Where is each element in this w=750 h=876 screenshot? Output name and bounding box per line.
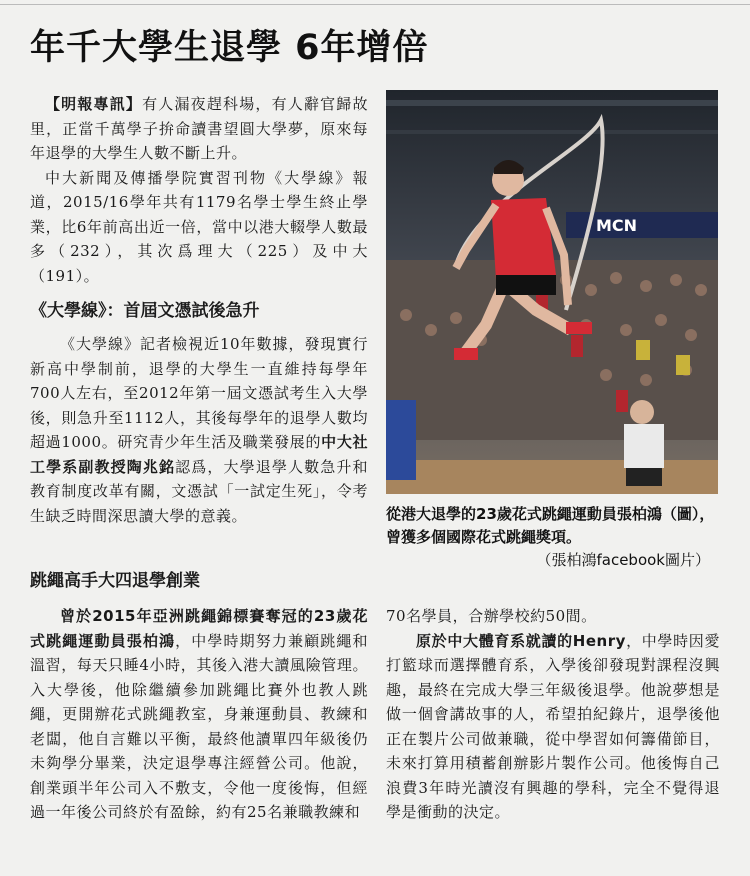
section-3-continuation: 70名學員，合辦學校約50間。 (386, 607, 597, 625)
photo-caption (386, 503, 720, 572)
lead-paragraph-2: 中大新聞及傳播學院實習刊物《大學線》報道，2015/16學年共有1179名學士學生終止學業，比6年前高出近一倍，當中以港大輟學人數最多（232），其次爲理大（225）及中大（191）。 (30, 168, 368, 285)
section-1-text-a: 《大學線》記者檢視近10年數據，發現實行新高中學制前，退學的大學生一直維持每學年700人左右，至2012年第一屆文憑試考生入大學後，則急升至1112人，其後每學年的退學人數均超過1000。研究青少年生活及職業發展的 (30, 335, 368, 451)
subheading-1: 《大學線》：首屆文憑試後急升 (30, 301, 260, 321)
banner-text: MCN (596, 216, 638, 235)
photo-credit: （張柏鴻facebook圖片） (536, 551, 710, 569)
lead-section (30, 92, 368, 288)
section-3-text: ，中學時因愛打籃球而選擇體育系，入學後卻發現對課程沒興趣，最終在完成大學三年級後退學。他說夢想是做一個會講故事的人，希望拍紀錄片，退學後他正在製片公司做兼職，從中學習如何籌備節目，未來打算用積蓄創辦影片製作公司。他後悔自己浪費3年時光讀沒有興趣的學科，完全不覺得退學是衝動的決定。 (386, 631, 720, 821)
section-3-paragraph (386, 629, 720, 825)
lead-text-1: 有人漏夜趕科場，有人辭官歸故里，正當千萬學子拚命讀書望圓大學夢，原來每年退學的大學生人數不斷上升。 (30, 95, 368, 162)
section-1-text-b: 認爲，大學退學人數急升和教育制度改革有關，文憑試「一試定生死」，令考生缺乏時間深思讀大學的意義。 (30, 457, 368, 525)
section-3-body (386, 604, 720, 825)
section-2-text: ，中學時期努力兼顧跳繩和溫習，每天只睡4小時，其後入港大讀風險管理。入大學後，他除繼續參加跳繩比賽外也教人跳繩，更開辦花式跳繩教室，身兼運動員、教練和老闆，他自言難以平衡，最終他讀單四年級後仍未夠學分畢業，決定退學專注經營公司。他說，創業頭半年公司入不敷支，令他一度後悔，但經過一年後公司終於有盈餘，約有25名兼職教練和 (30, 631, 368, 821)
caption-text: 從港大退學的23歲花式跳繩運動員張柏鴻（圖），曾獲多個國際花式跳繩獎項。 (386, 505, 715, 546)
page-top-rule (0, 4, 750, 5)
dateline: 【明報專訊】 (45, 95, 143, 113)
headline: 年千大學生退學 6年增倍 (30, 28, 429, 68)
section-2-body (30, 604, 368, 825)
section-1-body (30, 332, 368, 528)
photo-illustration (386, 90, 718, 494)
section-2-paragraph (30, 604, 368, 825)
lead-paragraph-1 (30, 92, 368, 166)
subheading-2: 跳繩高手大四退學創業 (30, 571, 200, 591)
gym-floor (386, 460, 718, 494)
section-3-bold-name: 原於中大體育系就讀的Henry (416, 631, 626, 650)
section-1-bold-name: 中大社工學系副教授陶兆銘 (30, 433, 368, 476)
rope-skipper-photo (386, 90, 718, 494)
section-1-paragraph (30, 332, 368, 528)
section-2-bold-name: 曾於2015年亞洲跳繩錦標賽奪冠的23歲花式跳繩運動員張柏鴻 (30, 607, 368, 650)
